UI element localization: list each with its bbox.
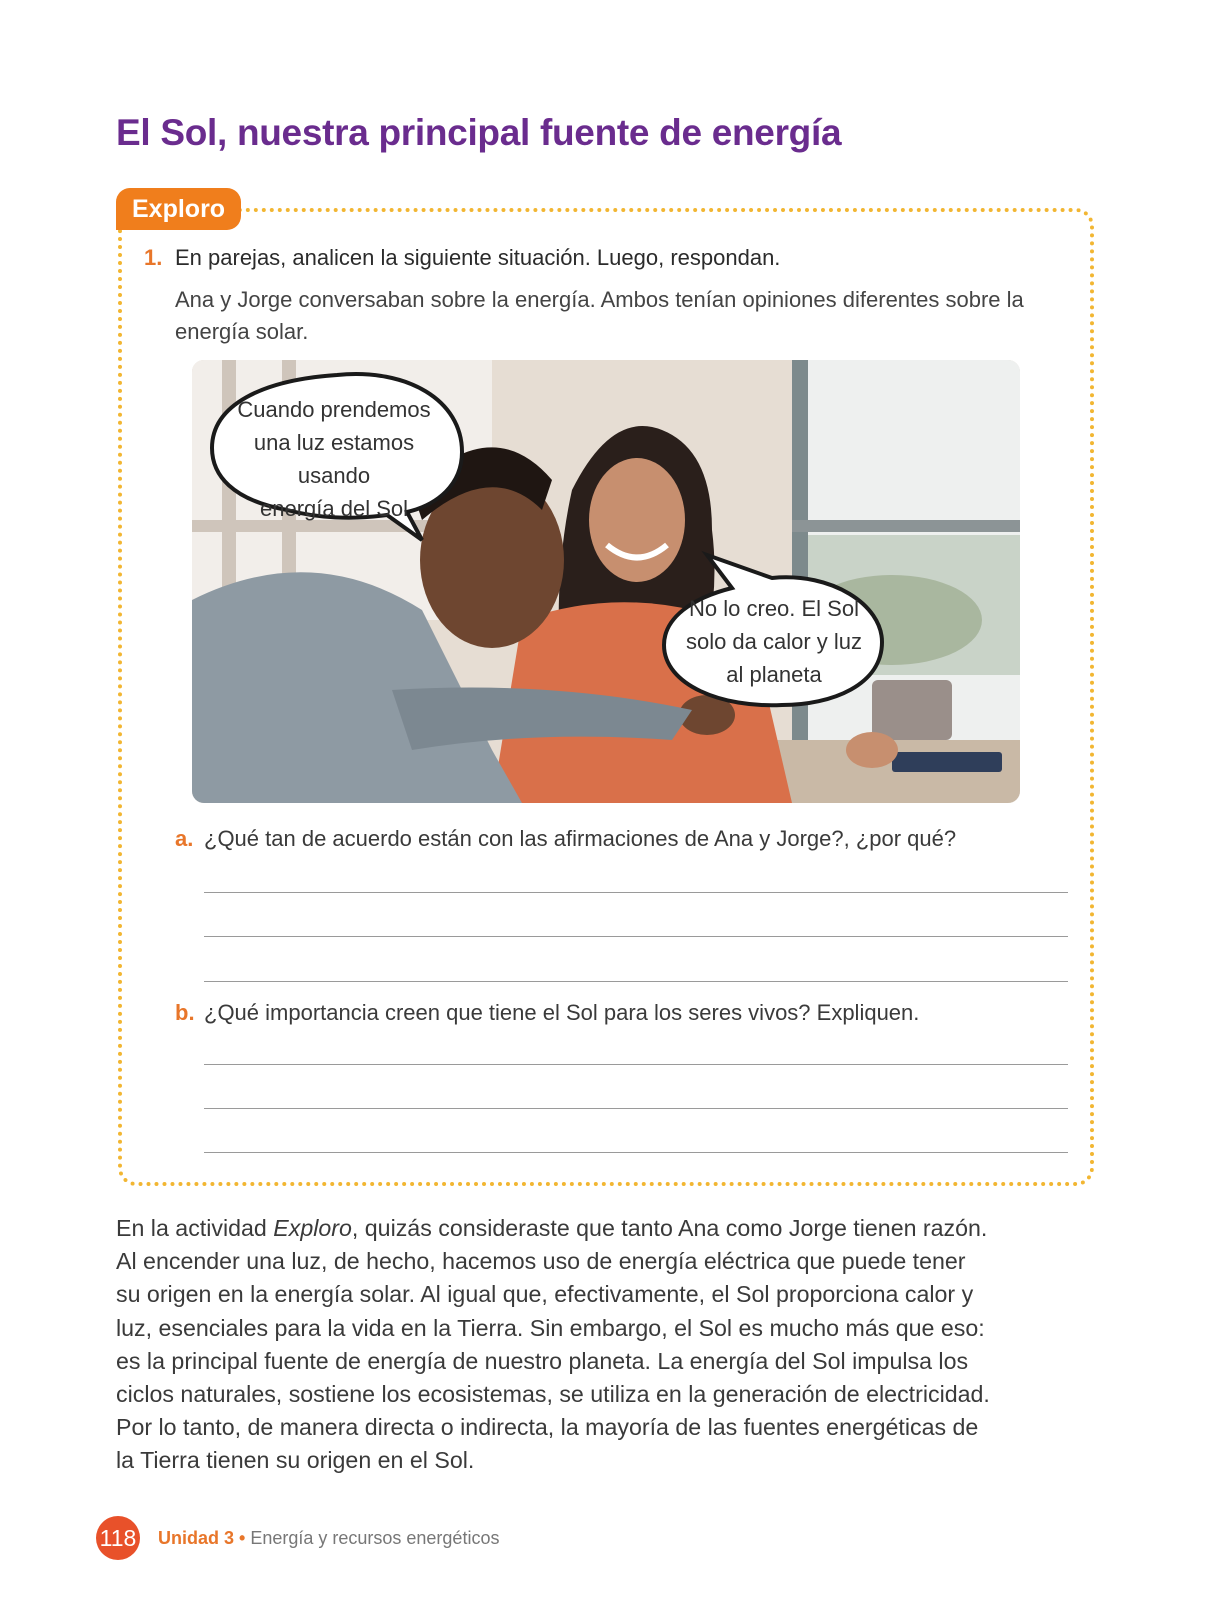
bubble-ana-line: No lo creo. El Sol bbox=[689, 596, 859, 621]
bubble-jorge-line: Cuando prendemos bbox=[237, 397, 431, 422]
answer-line-a3[interactable] bbox=[204, 981, 1068, 982]
separator: • bbox=[234, 1528, 251, 1548]
answer-line-a2[interactable] bbox=[204, 936, 1068, 937]
question-number: 1. bbox=[144, 245, 163, 270]
bubble-ana-text bbox=[674, 592, 874, 691]
question-b-letter: b. bbox=[175, 1000, 195, 1025]
question-instruction: En parejas, analicen la siguiente situación. Luego, respondan. bbox=[175, 245, 781, 270]
footer-unit bbox=[158, 1528, 499, 1549]
page-title: El Sol, nuestra principal fuente de energía bbox=[116, 112, 842, 153]
question-a-letter: a. bbox=[175, 826, 194, 851]
question-b-text: ¿Qué importancia creen que tiene el Sol para los seres vivos? Expliquen. bbox=[204, 1000, 920, 1025]
bubble-ana-line: al planeta bbox=[726, 662, 822, 687]
answer-line-b1[interactable] bbox=[204, 1064, 1068, 1065]
paragraph-italic: Exploro bbox=[273, 1215, 352, 1241]
unit-title: Energía y recursos energéticos bbox=[250, 1528, 500, 1548]
answer-line-a1[interactable] bbox=[204, 892, 1068, 893]
answer-line-b2[interactable] bbox=[204, 1108, 1068, 1109]
paragraph-text: En la actividad bbox=[116, 1215, 274, 1241]
situation-intro: Ana y Jorge conversaban sobre la energía. Ambos tenían opiniones diferentes sobre la energía solar. bbox=[175, 287, 1024, 344]
unit-label: Unidad 3 bbox=[158, 1528, 235, 1548]
bubble-jorge-line: energía del Sol bbox=[260, 496, 408, 521]
bubble-ana-line: solo da calor y luz bbox=[685, 629, 863, 654]
answer-line-b3[interactable] bbox=[204, 1152, 1068, 1153]
question-a-text: ¿Qué tan de acuerdo están con las afirmaciones de Ana y Jorge?, ¿por qué? bbox=[204, 826, 957, 851]
bubble-jorge-line: una luz estamos usando bbox=[253, 430, 415, 488]
paragraph-text: , quizás consideraste que tanto Ana como Jorge tienen razón. Al encender una luz, de hecho, hacemos uso de energía eléctrica que puede tener su origen en la energía solar. Al igual que, efectivamente, el Sol proporciona calor y luz, esenciales para la vida en la Tierra. Sin embargo, el Sol es mucho más que eso: es la principal fuente de energía de nuestro planeta. La energía del Sol impulsa los ciclos naturales, sostiene los ecosistemas, se utiliza en la generación de electricidad. Por lo tanto, de manera directa o indirecta, la mayoría de las fuentes energéticas de la Tierra tienen su origen en el Sol. bbox=[116, 1215, 990, 1474]
explore-tab-label: Exploro bbox=[116, 188, 241, 230]
conversation-photo bbox=[192, 360, 1020, 803]
explanation-paragraph bbox=[116, 1212, 996, 1478]
speech-bubble-ana bbox=[192, 360, 1020, 803]
page-number-badge: 118 bbox=[96, 1516, 140, 1560]
